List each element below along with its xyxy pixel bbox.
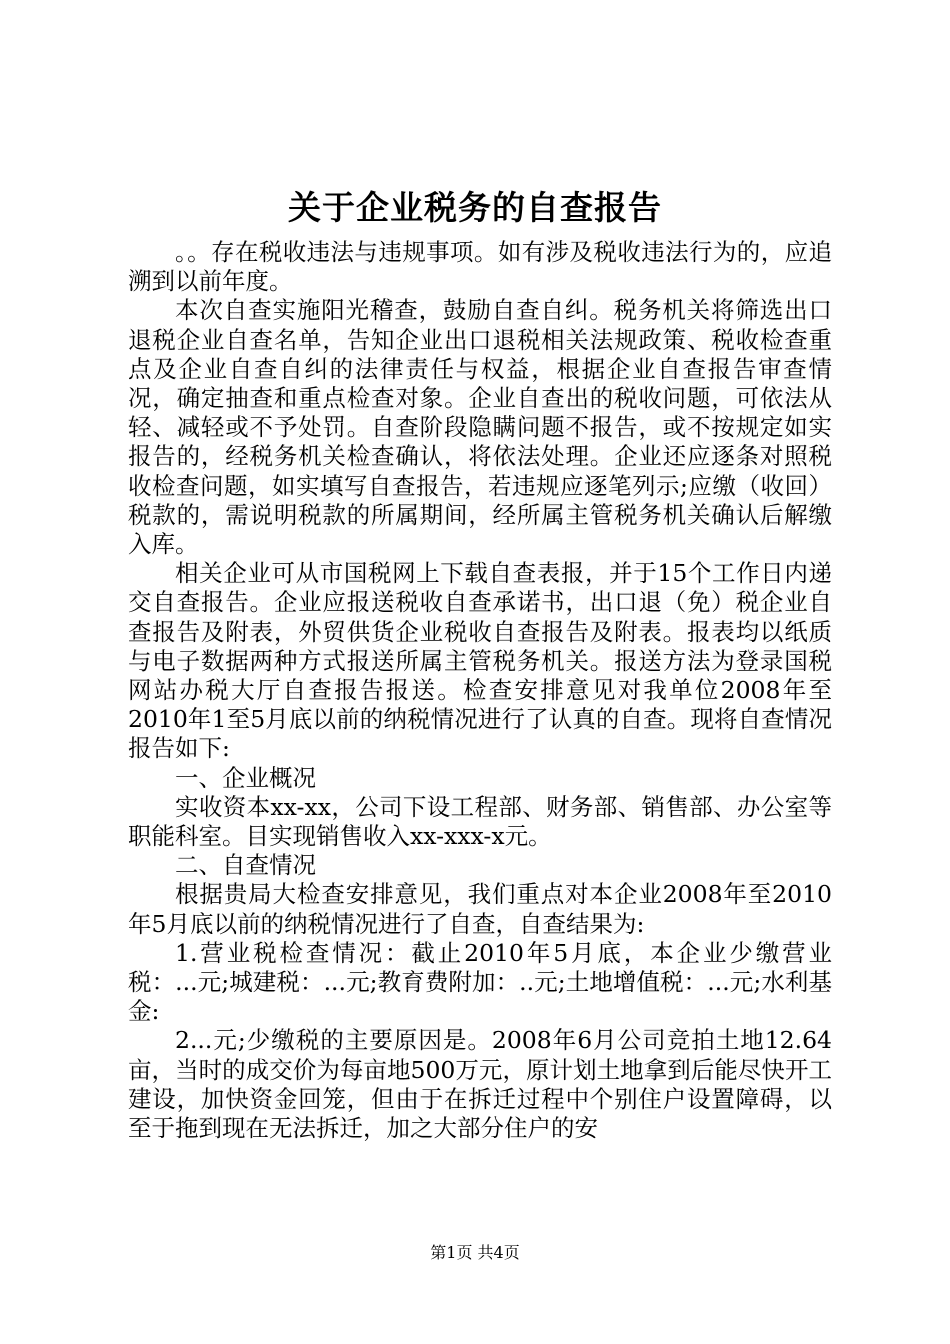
section-heading-overview: 一、企业概况 (175, 763, 316, 792)
document-title: 关于企业税务的自查报告 (288, 188, 662, 227)
document-body (128, 238, 832, 1143)
paragraph-reason: 2...元;少缴税的主要原因是。2008年6月公司竞拍土地12.64亩，当时的成交价为每亩地500万元，原计划土地拿到后能尽快开工建设，加快资金回笼，但由于在拆迁过程中个别住户设置障碍，以至于拖到现在无法拆迁，加之大部分住户的安 (128, 1026, 832, 1143)
paragraph-sunshine-audit: 本次自查实施阳光稽查，鼓励自查自纠。税务机关将筛选出口退税企业自查名单，告知企业出口退税相关法规政策、税收检查重点及企业自查自纠的法律责任与权益，根据企业自查报告审查情况，确定抽查和重点检查对象。企业自查出的税收问题，可依法从轻、减轻或不予处罚。自查阶段隐瞒问题不报告，或不按规定如实报告的，经税务机关检查确认，将依法处理。企业还应逐条对照税收检查问题，如实填写自查报告，若违规应逐笔列示;应缴（收回）税款的，需说明税款的所属期间，经所属主管税务机关确认后解缴入库。 (128, 296, 832, 559)
paragraph-intro: 。。存在税收违法与违规事项。如有涉及税收违法行为的，应追溯到以前年度。 (128, 238, 832, 296)
paragraph-self-check: 根据贵局大检查安排意见，我们重点对本企业2008年至2010年5月底以前的纳税情况进行了自查，自查结果为: (128, 880, 832, 938)
section-heading-self-check: 二、自查情况 (175, 851, 316, 880)
paragraph-business-tax: 1.营业税检查情况：截止2010年5月底，本企业少缴营业税：...元;城建税：...元;教育费附加：..元;土地增值税：...元;水利基金: (128, 938, 832, 1026)
paragraph-submission: 相关企业可从市国税网上下载自查表报，并于15个工作日内递交自查报告。企业应报送税收自查承诺书，出口退（免）税企业自查报告及附表，外贸供货企业税收自查报告及附表。报表均以纸质与电子数据两种方式报送所属主管税务机关。报送方法为登录国税网站办税大厅自查报告报送。检查安排意见对我单位2008年至2010年1至5月底以前的纳税情况进行了认真的自查。现将自查情况报告如下: (128, 559, 832, 763)
paragraph-overview: 实收资本xx-xx，公司下设工程部、财务部、销售部、办公室等职能科室。目实现销售收入xx-xxx-x元。 (128, 792, 832, 851)
page-number-footer: 第1页 共4页 (430, 1243, 520, 1262)
